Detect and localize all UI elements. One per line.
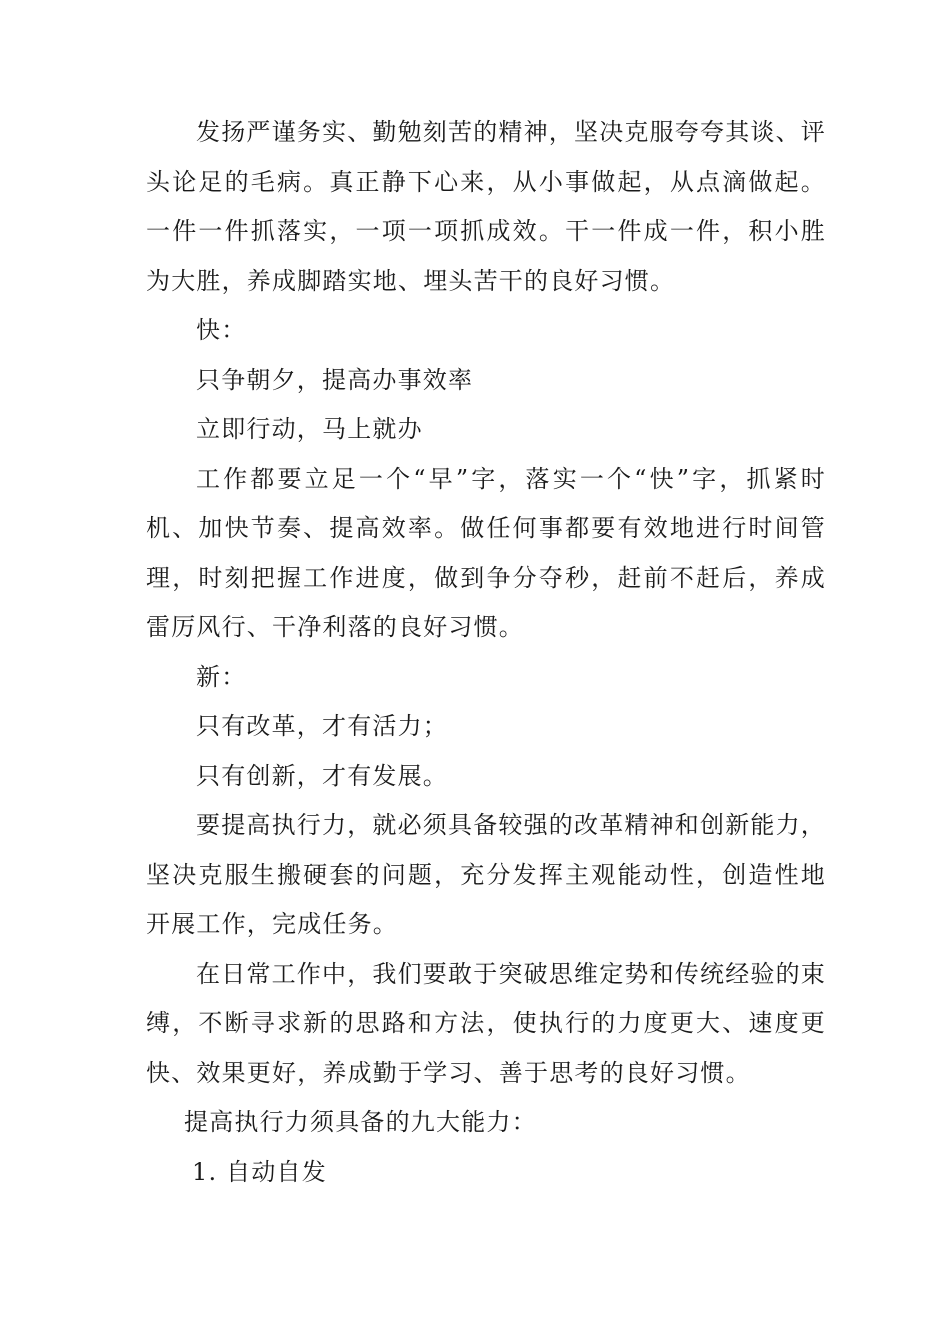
slogan-reform: 只有改革，才有活力；: [196, 712, 448, 740]
paragraph-innovation-ability: 要提高执行力，就必须具备较强的改革精神和创新能力，坚决克服生搬硬套的问题，充分发挥主观能动性，创造性地开展工作，完成任务。: [146, 811, 826, 938]
heading-fast: 快：: [196, 316, 247, 344]
heading-new: 新：: [196, 662, 247, 691]
paragraph-diligence: 发扬严谨务实、勤勉刻苦的精神，坚决克服夸夸其谈、评头论足的毛病。真正静下心来，从小事做起，从点滴做起。一件一件抓落实，一项一项抓成效。干一件成一件，积小胜为大胜，养成脚踏实地、埋头苦干的良好习惯。: [146, 118, 826, 295]
slogan-seize-the-day: 只争朝夕，提高办事效率: [196, 365, 474, 394]
paragraph-efficiency: 工作都要立足一个“早”字，落实一个“快”字，抓紧时机、加快节奏、提高效率。做任何事都要有效地进行时间管理，时刻把握工作进度，做到争分夺秒，赶前不赶后，养成雷厉风行、干净利落的良好习惯。: [146, 464, 826, 641]
heading-nine-abilities: 提高执行力须具备的九大能力：: [184, 1108, 537, 1136]
paragraph-daily-work: 在日常工作中，我们要敢于突破思维定势和传统经验的束缚，不断寻求新的思路和方法，使执行的力度更大、速度更快、效果更好，养成勤于学习、善于思考的良好习惯。: [146, 959, 826, 1087]
slogan-act-now: 立即行动，马上就办: [196, 415, 423, 443]
document-page: [146, 108, 826, 1197]
slogan-innovation: 只有创新，才有发展。: [196, 761, 448, 790]
list-item-1: 1. 自动自发: [192, 1157, 327, 1186]
